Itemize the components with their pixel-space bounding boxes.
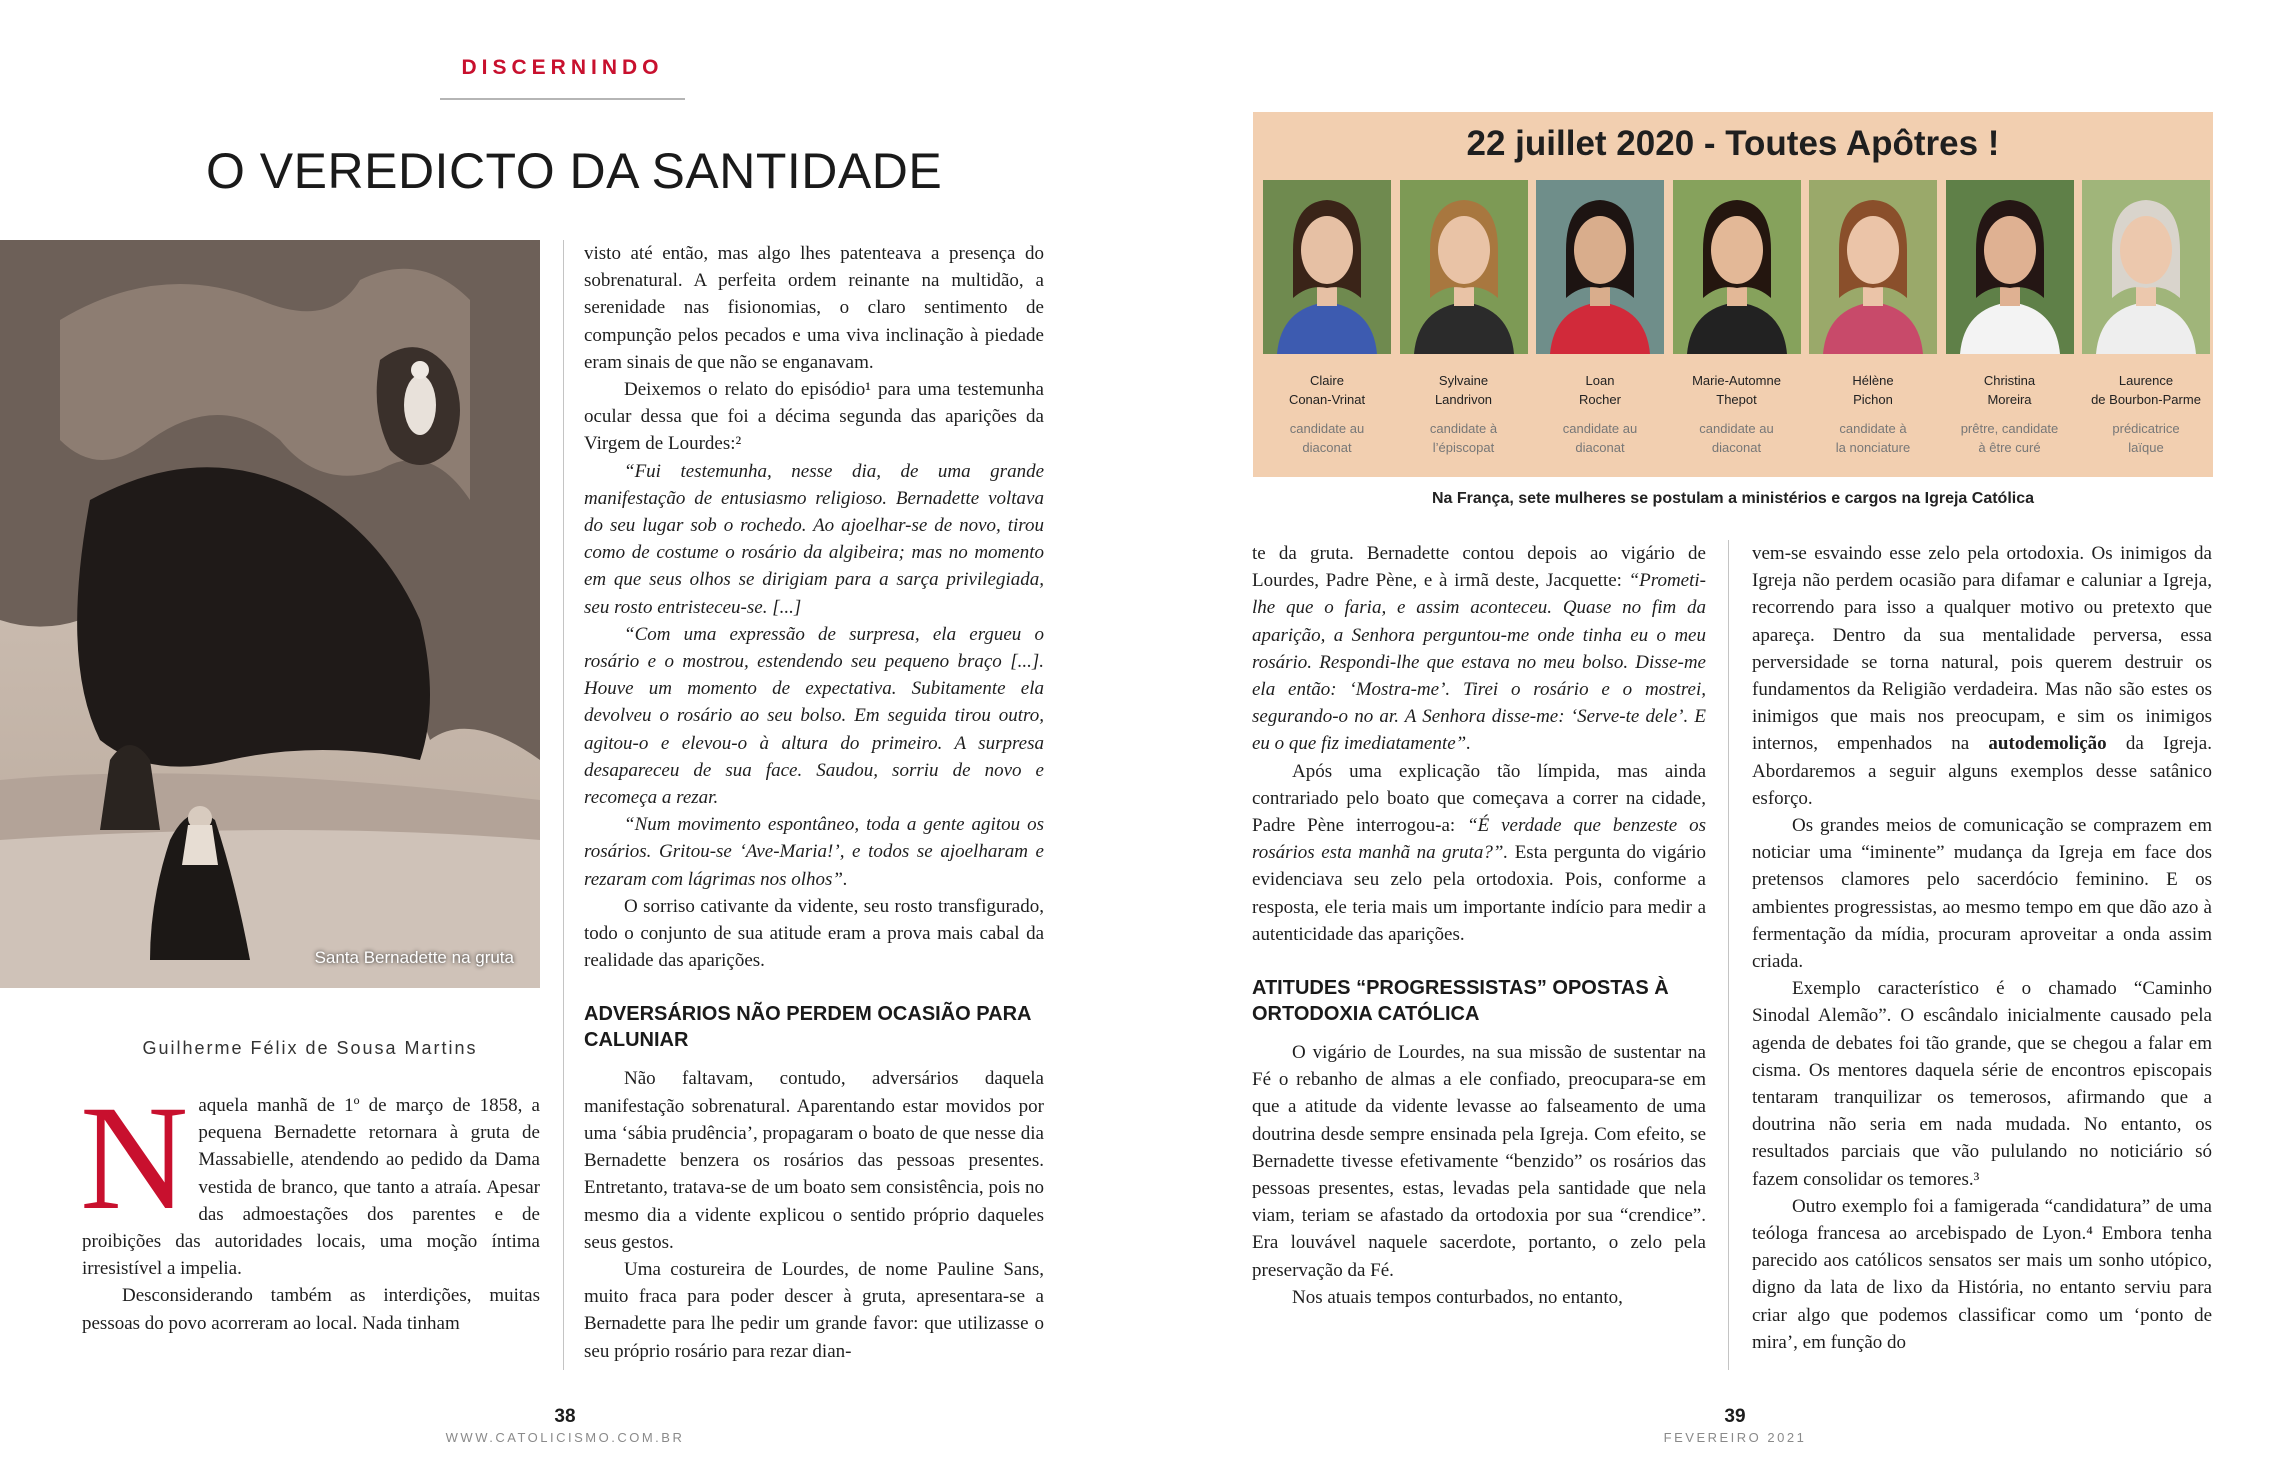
candidate-card bbox=[1673, 180, 1801, 457]
column-divider bbox=[1728, 540, 1729, 1370]
candidate-name: Sylvaine Landrivon bbox=[1434, 373, 1493, 407]
candidate-role: candidate au diaconat bbox=[1699, 421, 1774, 455]
photo-caption: Santa Bernadette na gruta bbox=[314, 948, 514, 967]
candidate-name: Laurence de Bourbon-Parme bbox=[2091, 373, 2201, 407]
article-column-3 bbox=[1252, 540, 1706, 1311]
candidate-name: Claire Conan-Vrinat bbox=[1288, 373, 1366, 407]
candidate-card bbox=[1263, 180, 1391, 457]
candidate-portrait bbox=[1536, 180, 1664, 354]
candidate-role: candidate à l’épiscopat bbox=[1429, 421, 1498, 455]
subheading: ADVERSÁRIOS NÃO PERDEM OCASIÃO PARA CALUNIAR bbox=[584, 1003, 1031, 1052]
paragraph: Desconsiderando também as interdições, muitas pessoas do povo acorreram ao local. Nada tinham bbox=[82, 1285, 540, 1334]
website-url: WWW.CATOLICISMO.COM.BR bbox=[445, 1430, 685, 1445]
candidate-portrait bbox=[2082, 180, 2210, 354]
page-number: 38 bbox=[554, 1406, 576, 1427]
grotto-illustration bbox=[0, 240, 540, 988]
candidate-role: prêtre, candidate à être curé bbox=[1960, 421, 2059, 455]
candidates-infobox bbox=[1253, 112, 2213, 477]
candidate-portrait bbox=[1263, 180, 1391, 354]
candidate-name: Hélène Pichon bbox=[1852, 373, 1894, 407]
subheading: ATITUDES “PROGRESSISTAS” OPOSTAS À ORTODOXIA CATÓLICA bbox=[1252, 977, 1669, 1026]
candidate-role: prédicatrice laïque bbox=[2112, 421, 2180, 455]
issue-date: FEVEREIRO 2021 bbox=[1663, 1430, 1807, 1445]
candidate-card bbox=[2082, 180, 2210, 457]
candidate-name: Marie-Automne Thepot bbox=[1692, 373, 1781, 407]
candidate-card bbox=[1400, 180, 1528, 457]
candidate-portrait bbox=[1673, 180, 1801, 354]
paragraph: Não faltavam, contudo, adversários daquela manifestação sobrenatural. Aparentando estar movidos por uma ‘sábia prudência’, propagaram o boato de que nesse dia Bernadette benzera os rosários das pessoas presentes. Entretanto, tratava-se de um boato sem consistência, pois no mesmo dia a vidente explicou o sentido próprio daqueles seus gestos. bbox=[584, 1068, 1044, 1253]
paragraph: O vigário de Lourdes, na sua missão de sustentar na Fé o rebanho de almas a ele confiado, preocupara-se em que a atitude da vidente levasse ao falseamento de uma doutrina desde sempre ensinada pela Igreja. Com efeito, se Bernadette tivesse efetivamente “benzido” os rosários das pessoas presentes, estas, levadas pela santidade que nela viam, teriam se afastado da ortodoxia por sua “crendice”. Era louvável naquele sacerdote, portanto, o zelo pela preservação da Fé. bbox=[1252, 1042, 1706, 1281]
paragraph: Exemplo característico é o chamado “Caminho Sinodal Alemão”. O escândalo inicialmente causado pela agenda de debates foi tão grande, que se chegou a falar em cisma. Os mentores daquela série de encontros episcopais tentaram tranquilizar os temerosos, afirmando que a doutrina não seria em nada mudada. No entanto, os resultados parciais que vão pululando no noticiário só fazem consolidar os temores.³ bbox=[1752, 978, 2212, 1190]
candidate-portrait bbox=[1809, 180, 1937, 354]
candidate-portrait bbox=[1400, 180, 1528, 354]
section-label: DISCERNINDO bbox=[461, 56, 664, 79]
candidate-card bbox=[1809, 180, 1937, 457]
article-column-2 bbox=[584, 240, 1044, 1365]
quote-paragraph: “Num movimento espontâneo, toda a gente agitou os rosários. Gritou-se ‘Ave-Maria!’, e todos se ajoelharam e rezaram com lágrimas nos olhos”. bbox=[584, 814, 1044, 890]
infobox-title: 22 juillet 2020 - Toutes Apôtres ! bbox=[1466, 124, 2000, 163]
candidate-role: candidate à la nonciature bbox=[1835, 421, 1911, 455]
quote-paragraph: “Fui testemunha, nesse dia, de uma grande manifestação de entusiasmo religioso. Bernadette voltava do seu lugar sob o rochedo. Ao ajoelhar-se de novo, tirou como de costume o rosário da algibeira; mas no momento em que seus olhos se dirigiam para a sarça privilegiada, seu rosto entristeceu-se. [...] bbox=[584, 460, 1044, 618]
paragraph: Deixemos o relato do episódio¹ para uma testemunha ocular dessa que foi a décima segunda das aparições da Virgem de Lourdes:² bbox=[584, 379, 1044, 455]
grotto-photo bbox=[0, 240, 540, 988]
infobox-caption: Na França, sete mulheres se postulam a ministérios e cargos na Igreja Católica bbox=[1431, 490, 2034, 507]
paragraph: Nos atuais tempos conturbados, no entanto, bbox=[1292, 1286, 1623, 1308]
article-title: O VEREDICTO DA SANTIDADE bbox=[206, 143, 943, 199]
paragraph: te da gruta. Bernadette contou depois ao vigário de Lourdes, Padre Pène, e à irmã deste, Jacquette: “Prometi-lhe que o faria, e assim aconteceu. Quase no fim da aparição, a Senhora perguntou-me onde tinha eu o meu rosário. Respondi-lhe que estava no meu bolso. Disse-me ela então: ‘Mostra-me’. Tirei o rosário e o mostrei, segurando-o no ar. A Senhora disse-me: ‘Serve-te dele’. E eu o que fiz imediatamente”. bbox=[1252, 543, 1706, 755]
candidate-portrait bbox=[1946, 180, 2074, 354]
candidate-role: candidate au diaconat bbox=[1562, 421, 1638, 455]
footer-left bbox=[420, 1406, 710, 1445]
candidate-card bbox=[1536, 180, 1664, 457]
candidate-card bbox=[1946, 180, 2074, 457]
article-column-1 bbox=[80, 1075, 540, 1337]
paragraph: Os grandes meios de comunicação se comprazem em noticiar uma “iminente” mudança da Igreja em face dos pretensos clamores pelo sacerdócio feminino. E os ambientes progressistas, ao mesmo tempo em que dão azo à fermentação da mídia, procuram aproveitar a onda assim criada. bbox=[1752, 815, 2212, 973]
author-byline: Guilherme Félix de Sousa Martins bbox=[142, 1038, 478, 1058]
quote-paragraph: “Com uma expressão de surpresa, ela ergueu o rosário e o mostrou, estendendo seu pequeno braço [...]. Houve um momento de expectativa. Subitamente ela devolveu o rosário ao seu bolso. Em seguida tirou outro, agitou-o e elevou-o à altura do primeiro. A surpresa desapareceu de sua face. Saudou, sorriu de novo e recomeça a rezar. bbox=[584, 623, 1044, 809]
footer-right bbox=[1620, 1406, 1850, 1445]
candidate-name: Christina Moreira bbox=[1983, 373, 2036, 407]
paragraph: O sorriso cativante da vidente, seu rosto transfigurado, todo o conjunto de sua atitude eram a prova mais cabal da realidade das aparições. bbox=[584, 895, 1044, 972]
drop-cap: N bbox=[80, 1075, 189, 1241]
article-column-4 bbox=[1752, 540, 2212, 1356]
section-divider bbox=[440, 98, 685, 100]
candidate-name: Loan Rocher bbox=[1579, 373, 1621, 407]
paragraph: visto até então, mas algo lhes patenteava a presença do sobrenatural. A perfeita ordem reinante na multidão, a serenidade nas fisionomias, o claro sentimento de compunção pelos pecados e uma viva inclinação à piedade eram sinais de que não se enganavam. bbox=[584, 243, 1044, 373]
lead-paragraph: Naquela manhã de 1º de março de 1858, a pequena Bernadette retornara à gruta de Massabielle, atendendo ao pedido da Dama vestida de branco, que tanto a atraía. Apesar das admoestações dos parentes e de proibições das autoridades locais, uma moção íntima irresistível a impelia. bbox=[80, 1075, 540, 1280]
candidate-role: candidate au diaconat bbox=[1289, 421, 1365, 455]
paragraph: Uma costureira de Lourdes, de nome Pauline Sans, muito fraca para poder descer à gruta, apresentara-se a Bernadette para lhe pedir um grande favor: que utilizasse o seu próprio rosário para rezar dian- bbox=[584, 1258, 1044, 1362]
paragraph: Outro exemplo foi a famigerada “candidatura” de uma teóloga francesa ao arcebispado de Lyon.⁴ Embora tenha parecido aos católicos sensatos ser mais um sonho utópico, digno da lata de lixo da História, no entanto serviu para criar algo que podemos classificar como um ‘ponto de mira’, em função do bbox=[1752, 1195, 2212, 1353]
page-number: 39 bbox=[1724, 1406, 1746, 1427]
column-divider bbox=[563, 240, 564, 1370]
paragraph: Após uma explicação tão límpida, mas ainda contrariado pelo boato que começava a correr na cidade, Padre Pène interrogou-a: “É verdade que benzeste os rosários esta manhã na gruta?”. Esta pergunta do vigário evidenciava seu zelo pela ortodoxia. Pois, conforme a resposta, ele teria mais um importante indício para medir a autenticidade das aparições. bbox=[1252, 760, 1706, 945]
paragraph: vem-se esvaindo esse zelo pela ortodoxia. Os inimigos da Igreja não perdem ocasião para difamar e caluniar a Igreja, recorrendo para isso a qualquer motivo ou pretexto que apareça. Dentro da sua mentalidade perversa, essa perversidade se torna natural, pois querem destruir os fundamentos da Religião verdadeira. Mas não são estes os inimigos que mais nos preocupam, e sim os inimigos internos, empenhados na autodemolição da Igreja. Abordaremos a seguir alguns exemplos desse satânico esforço. bbox=[1752, 543, 2212, 809]
